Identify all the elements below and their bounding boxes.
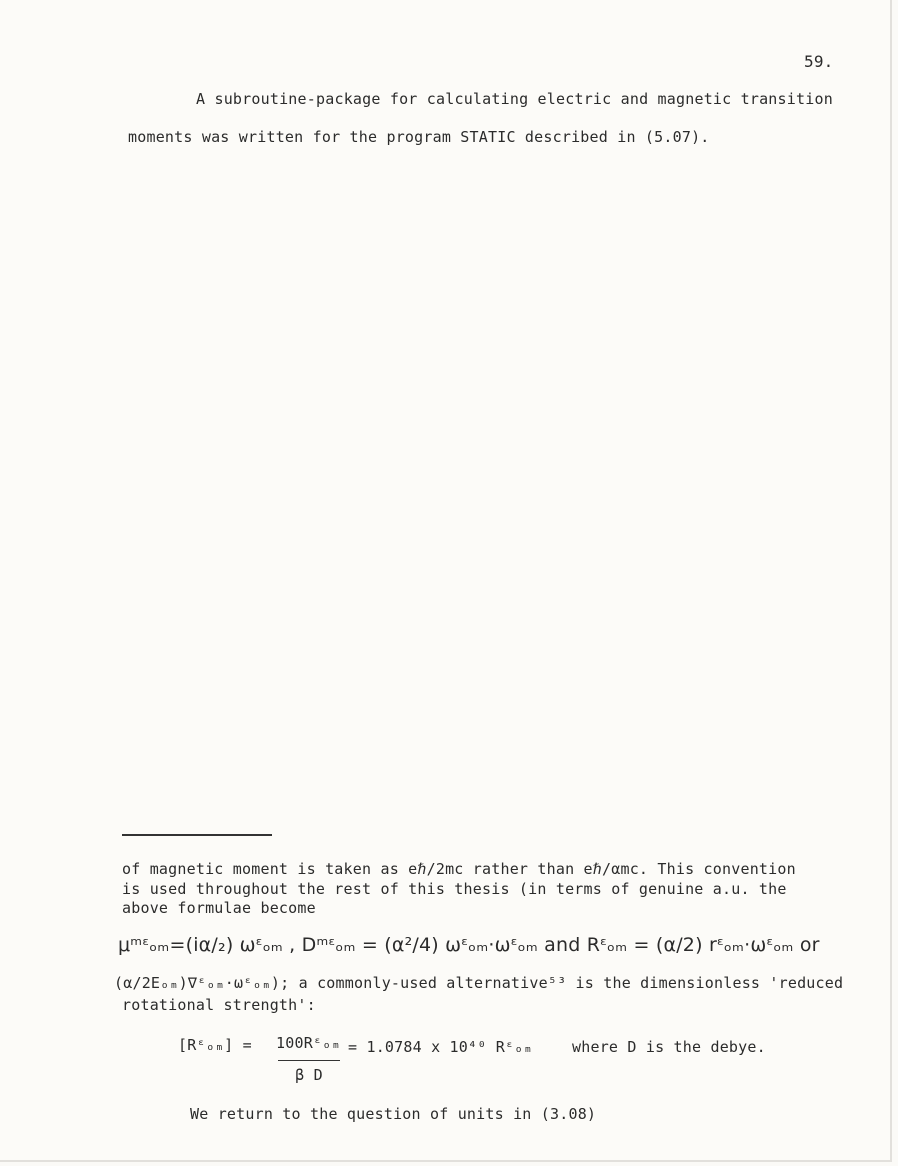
reduced-strength-rhs: = 1.0784 x 10⁴⁰ Rᵋₒₘ [348, 1038, 533, 1056]
fraction-denominator: β D [295, 1066, 323, 1084]
handwritten-equation-line: μᵐᵋₒₘ=(iα/₂) ωᵋₒₘ , Dᵐᵋₒₘ = (α²/4) ωᵋₒₘ·ωᵋₒₘ and Rᵋₒₘ = (α/2) rᵋₒₘ·ωᵋₒₘ or [118, 934, 820, 956]
fraction-numerator: 100Rᵋₒₘ [276, 1034, 341, 1052]
footnote-rule [122, 834, 272, 836]
footnote-line-5: (α/2Eₒₘ)∇ᵋₒₘ·ωᵋₒₘ); a commonly-used alternative⁵³ is the dimensionless 'reduced [114, 974, 844, 992]
footnote-line-1: of magnetic moment is taken as eℏ/2mc rather than eℏ/αmc. This convention [122, 860, 796, 878]
intro-line-1: A subroutine-package for calculating electric and magnetic transition [196, 90, 833, 108]
intro-line-2: moments was written for the program STATIC described in (5.07). [128, 128, 710, 146]
footnote-line-6: rotational strength': [122, 996, 316, 1014]
debye-note: where D is the debye. [572, 1038, 766, 1056]
page-number: 59. [804, 52, 834, 71]
fraction-bar [278, 1060, 340, 1061]
final-line: We return to the question of units in (3.08) [190, 1105, 597, 1123]
footnote-line-2: is used throughout the rest of this thesis (in terms of genuine a.u. the [122, 880, 787, 898]
footnote-line-3: above formulae become [122, 899, 316, 917]
reduced-strength-lhs: [Rᵋₒₘ] = [178, 1036, 252, 1054]
